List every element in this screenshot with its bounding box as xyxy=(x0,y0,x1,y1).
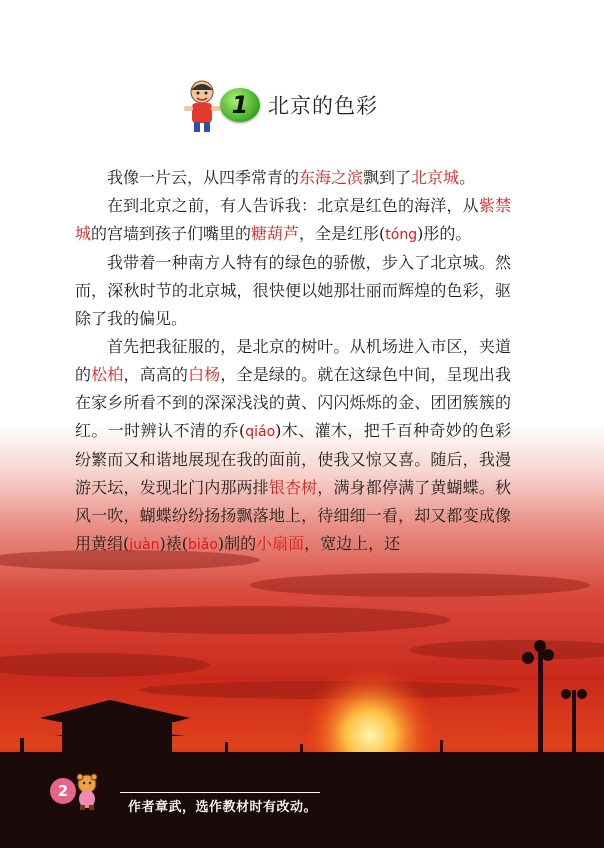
text-run: ，宽边上，还 xyxy=(304,534,401,553)
paragraph xyxy=(75,192,511,249)
paragraph xyxy=(75,333,511,559)
article-body xyxy=(75,164,511,559)
text-run: 首先把我征服的，是北京的树叶。从机场进入市区，夹道的 xyxy=(75,337,511,384)
paragraph xyxy=(75,164,511,192)
pinyin-annotation: biǎo xyxy=(187,537,218,553)
text-run: )裱( xyxy=(159,534,188,553)
highlighted-term: 银杏树 xyxy=(268,478,318,497)
lesson-header xyxy=(180,78,440,134)
lesson-title: 北京的色彩 xyxy=(268,94,378,118)
pinyin-annotation: tóng xyxy=(385,227,418,243)
pinyin-annotation: juàn xyxy=(129,537,160,553)
highlighted-term: 东海之滨 xyxy=(299,168,364,187)
text-run: 的宫墙到孩子们嘴里的 xyxy=(91,224,252,243)
footnote: 作者章武，选作教材时有改动。 xyxy=(128,800,318,815)
highlighted-term: 松柏 xyxy=(91,365,124,384)
text-run: 我像一片云，从四季常青的 xyxy=(107,168,300,187)
page-number: 2 xyxy=(50,778,76,804)
footnote-divider xyxy=(120,792,320,793)
pinyin-annotation: qiáo xyxy=(245,424,276,440)
highlighted-term: 白杨 xyxy=(188,365,221,384)
text-run: )木、灌木，把千百种奇妙的色彩纷繁而又和谐地展现在我的面前，使我又惊又喜。随后，我漫游天坛，发现北门内那两排 xyxy=(75,421,511,497)
highlighted-term: 小扇面 xyxy=(256,534,305,553)
text-run: 在到北京之前，有人告诉我：北京是红色的海洋，从 xyxy=(107,196,479,215)
text-run: 。 xyxy=(459,168,476,187)
lesson-number-badge: 1 xyxy=(220,88,260,122)
text-run: ，高高的 xyxy=(123,365,189,384)
text-run: ，全是红彤( xyxy=(299,224,386,243)
text-run: ，全是绿的。就在这绿色中间，呈现出我在家乡所看不到的深深浅浅的黄、闪闪烁烁的金、团团簇簇的红。一时辨认不清的乔( xyxy=(75,365,511,440)
highlighted-term: 北京城 xyxy=(411,168,460,187)
page-number-badge xyxy=(50,772,110,812)
text-run: )制的 xyxy=(217,534,257,553)
highlighted-term: 紫禁城 xyxy=(75,196,511,243)
highlighted-term: 糖葫芦 xyxy=(251,224,300,243)
text-run: ，满身都停满了黄蝴蝶。秋风一吹，蝴蝶纷纷扬扬飘落地上，待细细一看，却又都变成像用黄绢( xyxy=(75,478,511,553)
paragraph xyxy=(75,249,511,333)
text-run: 飘到了 xyxy=(363,168,412,187)
text-run: )彤的。 xyxy=(417,224,472,243)
text-run: 我带着一种南方人特有的绿色的骄傲，步入了北京城。然而，深秋时节的北京城，很快便以她那壮丽而辉煌的色彩，驱除了我的偏见。 xyxy=(75,253,511,328)
cartoon-bear-icon xyxy=(72,772,102,810)
